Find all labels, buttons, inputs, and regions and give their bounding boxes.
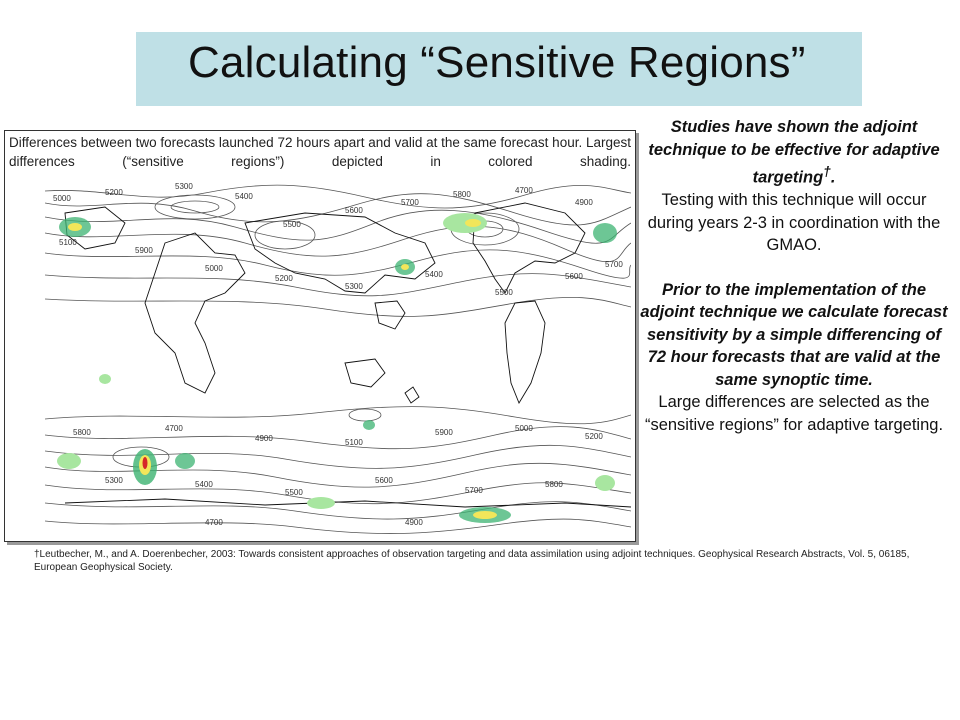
contour-value-label: 5700 bbox=[465, 486, 483, 495]
contour-value-label: 5400 bbox=[425, 270, 443, 279]
contour-value-label: 5200 bbox=[105, 188, 123, 197]
region-6 bbox=[57, 453, 81, 469]
contour-value-label: 5800 bbox=[453, 190, 471, 199]
map-svg bbox=[45, 183, 631, 537]
contour-value-label: 5400 bbox=[235, 192, 253, 201]
contour-value-label: 4900 bbox=[405, 518, 423, 527]
right-text-panel bbox=[640, 116, 948, 436]
contour-value-label: 5500 bbox=[495, 288, 513, 297]
contour-value-label: 5300 bbox=[345, 282, 363, 291]
contour-value-label: 4900 bbox=[575, 198, 593, 207]
region-10 bbox=[595, 475, 615, 491]
contour-value-label: 5400 bbox=[195, 480, 213, 489]
region-9 bbox=[307, 497, 335, 509]
contour-value-label: 5700 bbox=[401, 198, 419, 207]
contour-value-label: 4700 bbox=[515, 186, 533, 195]
contour-value-label: 5600 bbox=[565, 272, 583, 281]
contour-value-label: 5100 bbox=[59, 238, 77, 247]
contour-map bbox=[45, 183, 631, 537]
contour-value-label: 5200 bbox=[275, 274, 293, 283]
contour-value-label: 5700 bbox=[605, 260, 623, 269]
dagger-mark: † bbox=[823, 164, 831, 179]
paragraph-1 bbox=[640, 116, 948, 257]
para2-normal-text: Large differences are selected as the “sensitive regions” for adaptive targeting. bbox=[644, 393, 944, 434]
slide-title: Calculating “Sensitive Regions” bbox=[188, 38, 806, 87]
contour-value-label: 5200 bbox=[585, 432, 603, 441]
region-4 bbox=[593, 223, 617, 243]
paragraph-2 bbox=[640, 279, 948, 437]
contour-value-label: 5300 bbox=[105, 476, 123, 485]
region-3-core bbox=[465, 219, 481, 227]
para2-bold-text: Prior to the implementation of the adjoint technique we calculate forecast sensitivity by a simple differencing of 72 hour forecasts that are valid at the same synoptic time. bbox=[640, 280, 948, 389]
contour-value-label: 5900 bbox=[135, 246, 153, 255]
contour-value-label: 5300 bbox=[175, 183, 193, 191]
region-1-core bbox=[68, 223, 82, 231]
contour-value-label: 5000 bbox=[515, 424, 533, 433]
region-8-core bbox=[473, 511, 497, 519]
contour-value-label: 4700 bbox=[165, 424, 183, 433]
contour-value-label: 5500 bbox=[285, 488, 303, 497]
contour-value-label: 5800 bbox=[545, 480, 563, 489]
footnote: †Leutbecher, M., and A. Doerenbecher, 2003: Towards consistent approaches of observation targeting and data assimilation using adjoint techniques. Geophysical Research Abstracts, Vol. 5, 06185, European Geophysical Society. bbox=[34, 549, 910, 573]
contour-value-label: 5600 bbox=[345, 206, 363, 215]
contour-value-label: 5800 bbox=[73, 428, 91, 437]
region-11 bbox=[99, 374, 111, 384]
contour-value-label: 5600 bbox=[375, 476, 393, 485]
contour-value-label: 5500 bbox=[283, 220, 301, 229]
title-bar bbox=[136, 32, 862, 106]
region-7 bbox=[175, 453, 195, 469]
figure-caption: Differences between two forecasts launched 72 hours apart and valid at the same forecast hour. Largest differences (“sensitive regions”) depicted in colored shading. bbox=[9, 135, 631, 169]
contour-value-label: 5900 bbox=[435, 428, 453, 437]
figure-frame bbox=[4, 130, 636, 542]
para1-bold-text: Studies have shown the adjoint technique to be effective for adaptive targeting bbox=[648, 118, 940, 187]
region-12 bbox=[363, 420, 375, 430]
contour-value-label: 5000 bbox=[205, 264, 223, 273]
para1-normal-text: Testing with this technique will occur during years 2-3 in coordination with the GMAO. bbox=[647, 191, 941, 254]
contour-value-label: 4900 bbox=[255, 434, 273, 443]
contour-value-label: 5000 bbox=[53, 194, 71, 203]
paragraph-gap bbox=[640, 257, 948, 279]
para1-period: . bbox=[830, 168, 836, 187]
contour-value-label: 5100 bbox=[345, 438, 363, 447]
region-2-core bbox=[401, 264, 409, 270]
contour-value-label: 4700 bbox=[205, 518, 223, 527]
region-5-core bbox=[143, 457, 148, 469]
